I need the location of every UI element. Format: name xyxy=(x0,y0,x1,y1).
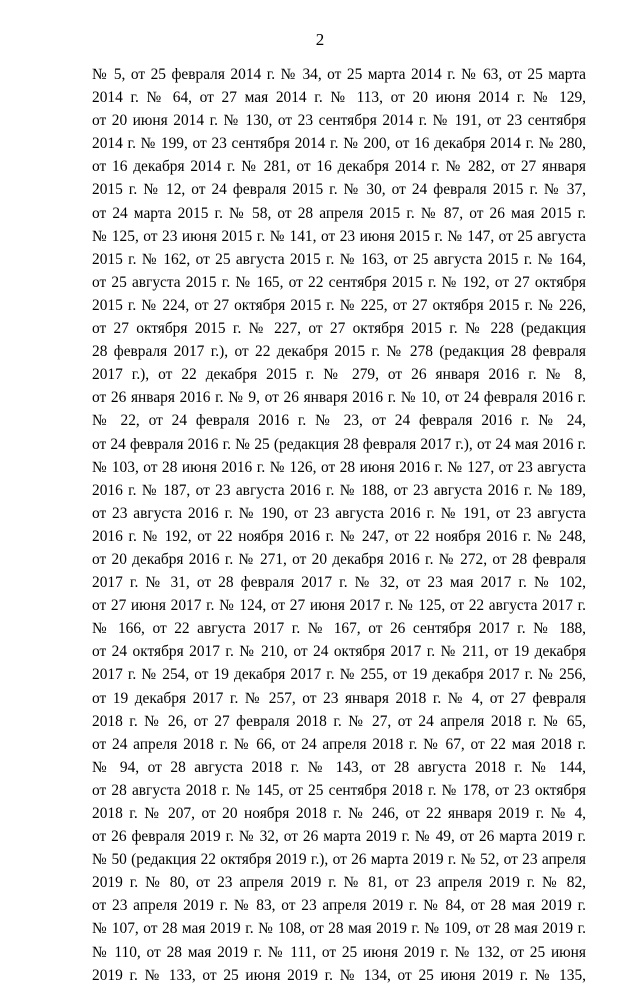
text-line: 2017 г. № 254, от 19 декабря 2017 г. № 255, от 19 декабря 2017 г. № 256, xyxy=(92,666,586,684)
text-line: 2017 г. № 31, от 28 февраля 2017 г. № 32, от 23 мая 2017 г. № 102, xyxy=(92,574,586,592)
text-line: 2014 г. № 64, от 27 мая 2014 г. № 113, от 20 июня 2014 г. № 129, xyxy=(92,89,586,107)
page-number: 2 xyxy=(315,30,325,49)
text-line: от 23 августа 2016 г. № 190, от 23 августа 2016 г. № 191, от 23 августа xyxy=(92,504,586,522)
text-line: от 28 августа 2018 г. № 145, от 25 сентября 2018 г. № 178, от 23 октября xyxy=(92,781,586,799)
text-line: от 26 января 2016 г. № 9, от 26 января 2016 г. № 10, от 24 февраля 2016 г. xyxy=(92,389,586,407)
text-line: от 27 июня 2017 г. № 124, от 27 июня 2017 г. № 125, от 22 августа 2017 г. xyxy=(92,597,586,615)
text-line: № 125, от 23 июня 2015 г. № 141, от 23 июня 2015 г. № 147, от 25 августа xyxy=(92,227,586,245)
text-line: № 103, от 28 июня 2016 г. № 126, от 28 июня 2016 г. № 127, от 23 августа xyxy=(92,458,586,476)
text-line: № 166, от 22 августа 2017 г. № 167, от 26 сентября 2017 г. № 188, xyxy=(92,620,586,638)
text-line: 2018 г. № 207, от 20 ноября 2018 г. № 246, от 22 января 2019 г. № 4, xyxy=(92,805,586,822)
text-line: от 20 декабря 2016 г. № 271, от 20 декабря 2016 г. № 272, от 28 февраля xyxy=(92,550,586,568)
text-line: 2017 г.), от 22 декабря 2015 г. № 279, от 26 января 2016 г. № 8, xyxy=(92,366,586,384)
text-line: от 24 февраля 2016 г. № 25 (редакция 28 февраля 2017 г.), от 24 мая 2016 г. xyxy=(92,435,586,453)
text-line: 2015 г. № 224, от 27 октября 2015 г. № 225, от 27 октября 2015 г. № 226, xyxy=(92,296,586,314)
text-line: от 19 декабря 2017 г. № 257, от 23 января 2018 г. № 4, от 27 февраля xyxy=(92,689,586,707)
text-line: от 25 августа 2015 г. № 165, от 22 сентября 2015 г. № 192, от 27 октября xyxy=(92,273,586,291)
text-line: от 26 февраля 2019 г. № 32, от 26 марта 2019 г. № 49, от 26 марта 2019 г. xyxy=(92,828,586,846)
text-line: 2016 г. № 187, от 23 августа 2016 г. № 188, от 23 августа 2016 г. № 189, xyxy=(92,481,586,499)
text-line: 2015 г. № 162, от 25 августа 2015 г. № 163, от 25 августа 2015 г. № 164, xyxy=(92,250,586,268)
text-line: от 23 апреля 2019 г. № 83, от 23 апреля 2019 г. № 84, от 28 мая 2019 г. xyxy=(92,897,586,915)
text-line: № 110, от 28 мая 2019 г. № 111, от 25 июня 2019 г. № 132, от 25 июня xyxy=(92,943,586,961)
text-line: от 20 июня 2014 г. № 130, от 23 сентября 2014 г. № 191, от 23 сентября xyxy=(92,112,586,130)
text-line: от 24 апреля 2018 г. № 66, от 24 апреля 2018 г. № 67, от 22 мая 2018 г. xyxy=(92,735,586,753)
text-line: от 24 октября 2017 г. № 210, от 24 октября 2017 г. № 211, от 19 декабря xyxy=(92,643,586,661)
text-line: 2014 г. № 199, от 23 сентября 2014 г. № 200, от 16 декабря 2014 г. № 280, xyxy=(92,135,586,153)
body-text xyxy=(92,63,586,987)
text-line: 2015 г. № 12, от 24 февраля 2015 г. № 30, от 24 февраля 2015 г. № 37, xyxy=(92,181,586,199)
text-line: 28 февраля 2017 г.), от 22 декабря 2015 г. № 278 (редакция 28 февраля xyxy=(92,343,586,361)
text-line: № 5, от 25 февраля 2014 г. № 34, от 25 марта 2014 г. № 63, от 25 марта xyxy=(92,66,586,83)
text-line: 2019 г. № 80, от 23 апреля 2019 г. № 81, от 23 апреля 2019 г. № 82, xyxy=(92,874,586,892)
text-line: 2018 г. № 26, от 27 февраля 2018 г. № 27, от 24 апреля 2018 г. № 65, xyxy=(92,712,586,730)
text-line: 2019 г. № 133, от 25 июня 2019 г. № 134, от 25 июня 2019 г. № 135, xyxy=(92,966,586,984)
text-line: от 24 марта 2015 г. № 58, от 28 апреля 2015 г. № 87, от 26 мая 2015 г. xyxy=(92,204,586,222)
text-line: № 107, от 28 мая 2019 г. № 108, от 28 мая 2019 г. № 109, от 28 мая 2019 г. xyxy=(92,920,586,938)
text-line: 2016 г. № 192, от 22 ноября 2016 г. № 247, от 22 ноября 2016 г. № 248, xyxy=(92,527,586,545)
text-line: № 22, от 24 февраля 2016 г. № 23, от 24 февраля 2016 г. № 24, xyxy=(92,412,586,430)
text-line: от 27 октября 2015 г. № 227, от 27 октября 2015 г. № 228 (редакция xyxy=(92,320,586,338)
text-line: № 94, от 28 августа 2018 г. № 143, от 28 августа 2018 г. № 144, xyxy=(92,758,586,776)
text-line: № 50 (редакция 22 октября 2019 г.), от 26 марта 2019 г. № 52, от 23 апреля xyxy=(92,851,586,869)
text-line: от 16 декабря 2014 г. № 281, от 16 декабря 2014 г. № 282, от 27 января xyxy=(92,158,586,176)
